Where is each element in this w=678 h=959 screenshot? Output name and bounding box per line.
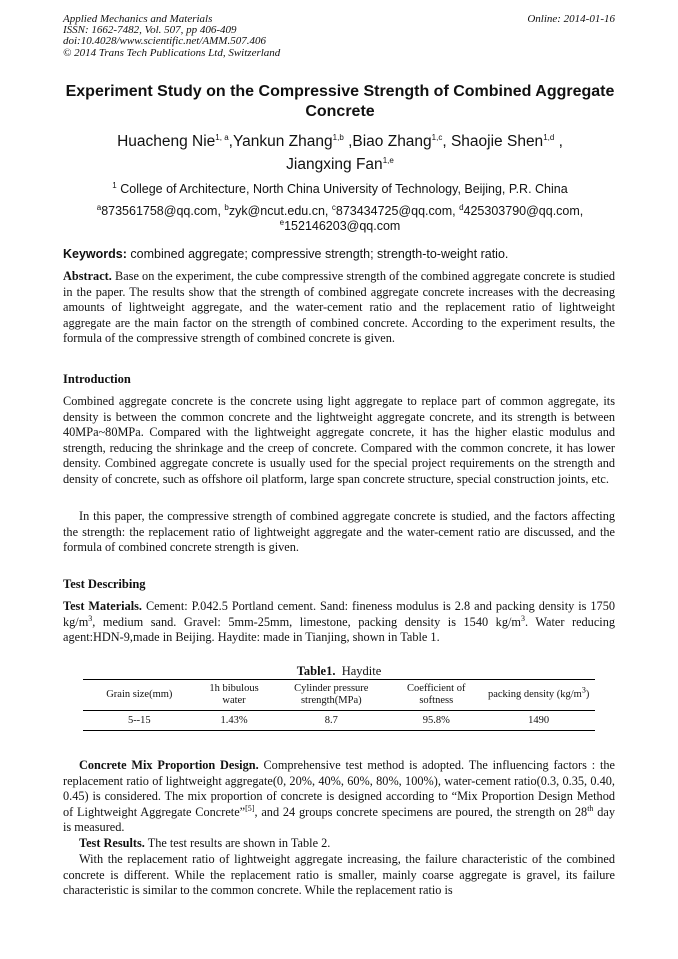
table-header-cell: 1h bibulous water bbox=[209, 683, 259, 706]
email-sup: c bbox=[331, 202, 336, 212]
email-link[interactable]: 425303790@qq.com bbox=[463, 204, 580, 218]
keywords bbox=[63, 247, 615, 261]
section-heading-test-describing: Test Describing bbox=[63, 577, 146, 591]
abstract bbox=[63, 269, 615, 347]
table1-caption-text: Haydite bbox=[341, 664, 382, 678]
mix-design-text: Comprehensive test method is adopted. The influencing factors : the replacement ratio of lightweight aggregate(0, 20%, 40%, 60%, 80%, 100%), water-cement ratio(0.3, 0.35, 0.40, 0.45) is considered. The mix proportion of concrete is designed according to “Mix Proportion Design Method of Lightweight Aggregate Concrete” bbox=[63, 758, 615, 819]
reference-sup: [5] bbox=[245, 803, 255, 813]
keywords-label: Keywords: bbox=[63, 247, 127, 261]
test-results-paragraph bbox=[63, 836, 615, 852]
email-list: $^a$873561758@qq.com, $^b$zyk@ncut.edu.cn, $^c$873434725@qq.com, $^d$425303790@qq.com, $^e$152146203@qq.com bbox=[96, 202, 584, 233]
th-sup: th bbox=[587, 803, 594, 813]
author-name: Jiangxing Fan bbox=[286, 156, 383, 173]
test-results-label: Test Results. bbox=[79, 836, 145, 850]
author-name: Biao Zhang bbox=[352, 133, 432, 150]
test-materials-label: Test Materials. bbox=[63, 599, 142, 613]
test-materials-text: . Water reducing agent:HDN-9,made in Beijing. Haydite: made in Tianjing, shown in Table 1. bbox=[63, 614, 615, 645]
author-sup: 1,e bbox=[382, 155, 394, 165]
author-sup: 1,b bbox=[332, 132, 344, 142]
mix-design-text: , and 24 groups concrete specimens are poured, the strength on 28 bbox=[254, 804, 588, 819]
email-link[interactable]: zyk@ncut.edu.cn bbox=[228, 204, 325, 218]
table-cell: 8.7 bbox=[324, 715, 338, 726]
email-sup: a bbox=[96, 202, 102, 212]
author-sup: 1, a bbox=[215, 132, 229, 142]
journal-header bbox=[63, 14, 615, 59]
author-sup: 1,c bbox=[431, 132, 443, 142]
table-header-text: packing density (kg/m bbox=[487, 689, 582, 700]
keywords-text: combined aggregate; compressive strength; strength-to-weight ratio. bbox=[130, 247, 509, 261]
email-link[interactable]: 873561758@qq.com bbox=[101, 204, 218, 218]
test-materials-text: , medium sand. Gravel: 5mm-25mm, limestone, packing density is 1540 kg/m bbox=[92, 614, 521, 629]
author-name: Yankun Zhang bbox=[232, 133, 333, 150]
abstract-label: Abstract. bbox=[63, 269, 112, 283]
table-header-cell: Coefficient of softness bbox=[407, 683, 466, 706]
affiliation-text: College of Architecture, North China University of Technology, Beijing, P.R. China bbox=[120, 182, 568, 196]
cube-sup: 3 bbox=[520, 613, 525, 623]
cube-sup: 3 bbox=[581, 685, 586, 695]
author-sup: 1,d bbox=[543, 132, 555, 142]
author-list: Huacheng Nie$^{1, a}$,Yankun Zhang$^{1,b}$ ,Biao Zhang$^{1,c}$, Shaojie Shen$^{1,d}$ , Jiangxing Fan$^{1,e}$ bbox=[117, 132, 563, 173]
table-cell: 5--15 bbox=[127, 715, 151, 726]
table-row bbox=[83, 711, 595, 731]
test-materials-paragraph bbox=[63, 599, 615, 646]
affiliation bbox=[50, 182, 630, 196]
table-header-text: ) bbox=[585, 689, 590, 700]
table-header-cell bbox=[482, 680, 595, 711]
test-results-text: The test results are shown in Table 2. bbox=[147, 836, 331, 850]
copyright-line: © 2014 Trans Tech Publications Ltd, Switzerland bbox=[63, 46, 281, 59]
table-header-cell: Grain size(mm) bbox=[106, 689, 173, 700]
table1 bbox=[83, 679, 595, 731]
affiliation-sup: 1 bbox=[112, 180, 117, 190]
mix-design-label: Concrete Mix Proportion Design. bbox=[79, 758, 259, 772]
email-link[interactable]: 873434725@qq.com bbox=[335, 204, 453, 218]
email-sup: b bbox=[224, 202, 229, 212]
email-sup: d bbox=[459, 202, 464, 212]
paper-title: Experiment Study on the Compressive Strength of Combined Aggregate Concrete bbox=[65, 83, 615, 120]
doi-line: doi:10.4028/www.scientific.net/AMM.507.406 bbox=[63, 35, 266, 48]
table1-caption-label: Table1. bbox=[296, 664, 336, 678]
email-link[interactable]: 152146203@qq.com bbox=[284, 219, 401, 233]
mix-design-text: day is measured. bbox=[63, 804, 615, 835]
table-cell: 95.8% bbox=[422, 715, 450, 726]
journal-name: Applied Mechanics and Materials bbox=[63, 13, 213, 25]
issn-line: ISSN: 1662-7482, Vol. 507, pp 406-409 bbox=[63, 24, 237, 37]
abstract-text: Base on the experiment, the cube compressive strength of the combined aggregate concrete is studied in the paper. The results show that the strength of combined aggregate concrete increases with the decreasing amounts of lightweight aggregate, and the water-cement ratio and the replacement ratio of lightweight aggregate are the main factor on the strength of combined concrete. According to the experiment results, the formula of the compressive strength of combined concrete is given. bbox=[63, 269, 615, 346]
cube-sup: 3 bbox=[88, 613, 93, 623]
mix-design-paragraph bbox=[63, 758, 615, 836]
introduction-paragraph-2: In this paper, the compressive strength of combined aggregate concrete is studied, and the factors affecting the strength: the replacement ratio of lightweight aggregate and the water-cement ratio are discussed, and the formula of combined concrete strength is given. bbox=[63, 509, 615, 555]
author-name: Huacheng Nie bbox=[117, 133, 216, 150]
author-name: Shaojie Shen bbox=[450, 133, 544, 150]
online-date: Online: 2014-01-16 bbox=[527, 13, 615, 25]
test-results-paragraph-2: With the replacement ratio of lightweight aggregate increasing, the failure characteristic of the combined concrete is different. While the replacement ratio is smaller, mainly coarse aggregate is gravel, its failure characteristic is similar to the common concrete. While the replacement ratio is bbox=[63, 852, 615, 898]
table-cell: 1.43% bbox=[220, 715, 248, 726]
table-header-cell: Cylinder pressure strength(MPa) bbox=[294, 683, 369, 706]
test-materials-text: Cement: P.042.5 Portland cement. Sand: fineness modulus is 2.8 and packing density is 1750 kg/m bbox=[63, 599, 616, 629]
table-cell: 1490 bbox=[528, 715, 550, 726]
introduction-paragraph-1: Combined aggregate concrete is the concrete using light aggregate to replace part of common aggregate, its density is between the common concrete and the lightweight aggregate concrete, and its strength is between 40MPa~80MPa. Compared with the lightweight aggregate concrete, it has the higher elastic modulus and strength, reducing the shrinkage and the creep of concrete. Compared with the common concrete, it has lower density. Combined aggregate concrete is usually used for the special project requirements on the strength and density of concrete, such as offshore oil platform, large span concrete structure, special construction joints, etc. bbox=[63, 394, 615, 486]
email-sup: e bbox=[279, 217, 285, 227]
section-heading-introduction: Introduction bbox=[63, 372, 131, 386]
table-header-row bbox=[83, 680, 595, 711]
table1-caption bbox=[63, 664, 615, 679]
